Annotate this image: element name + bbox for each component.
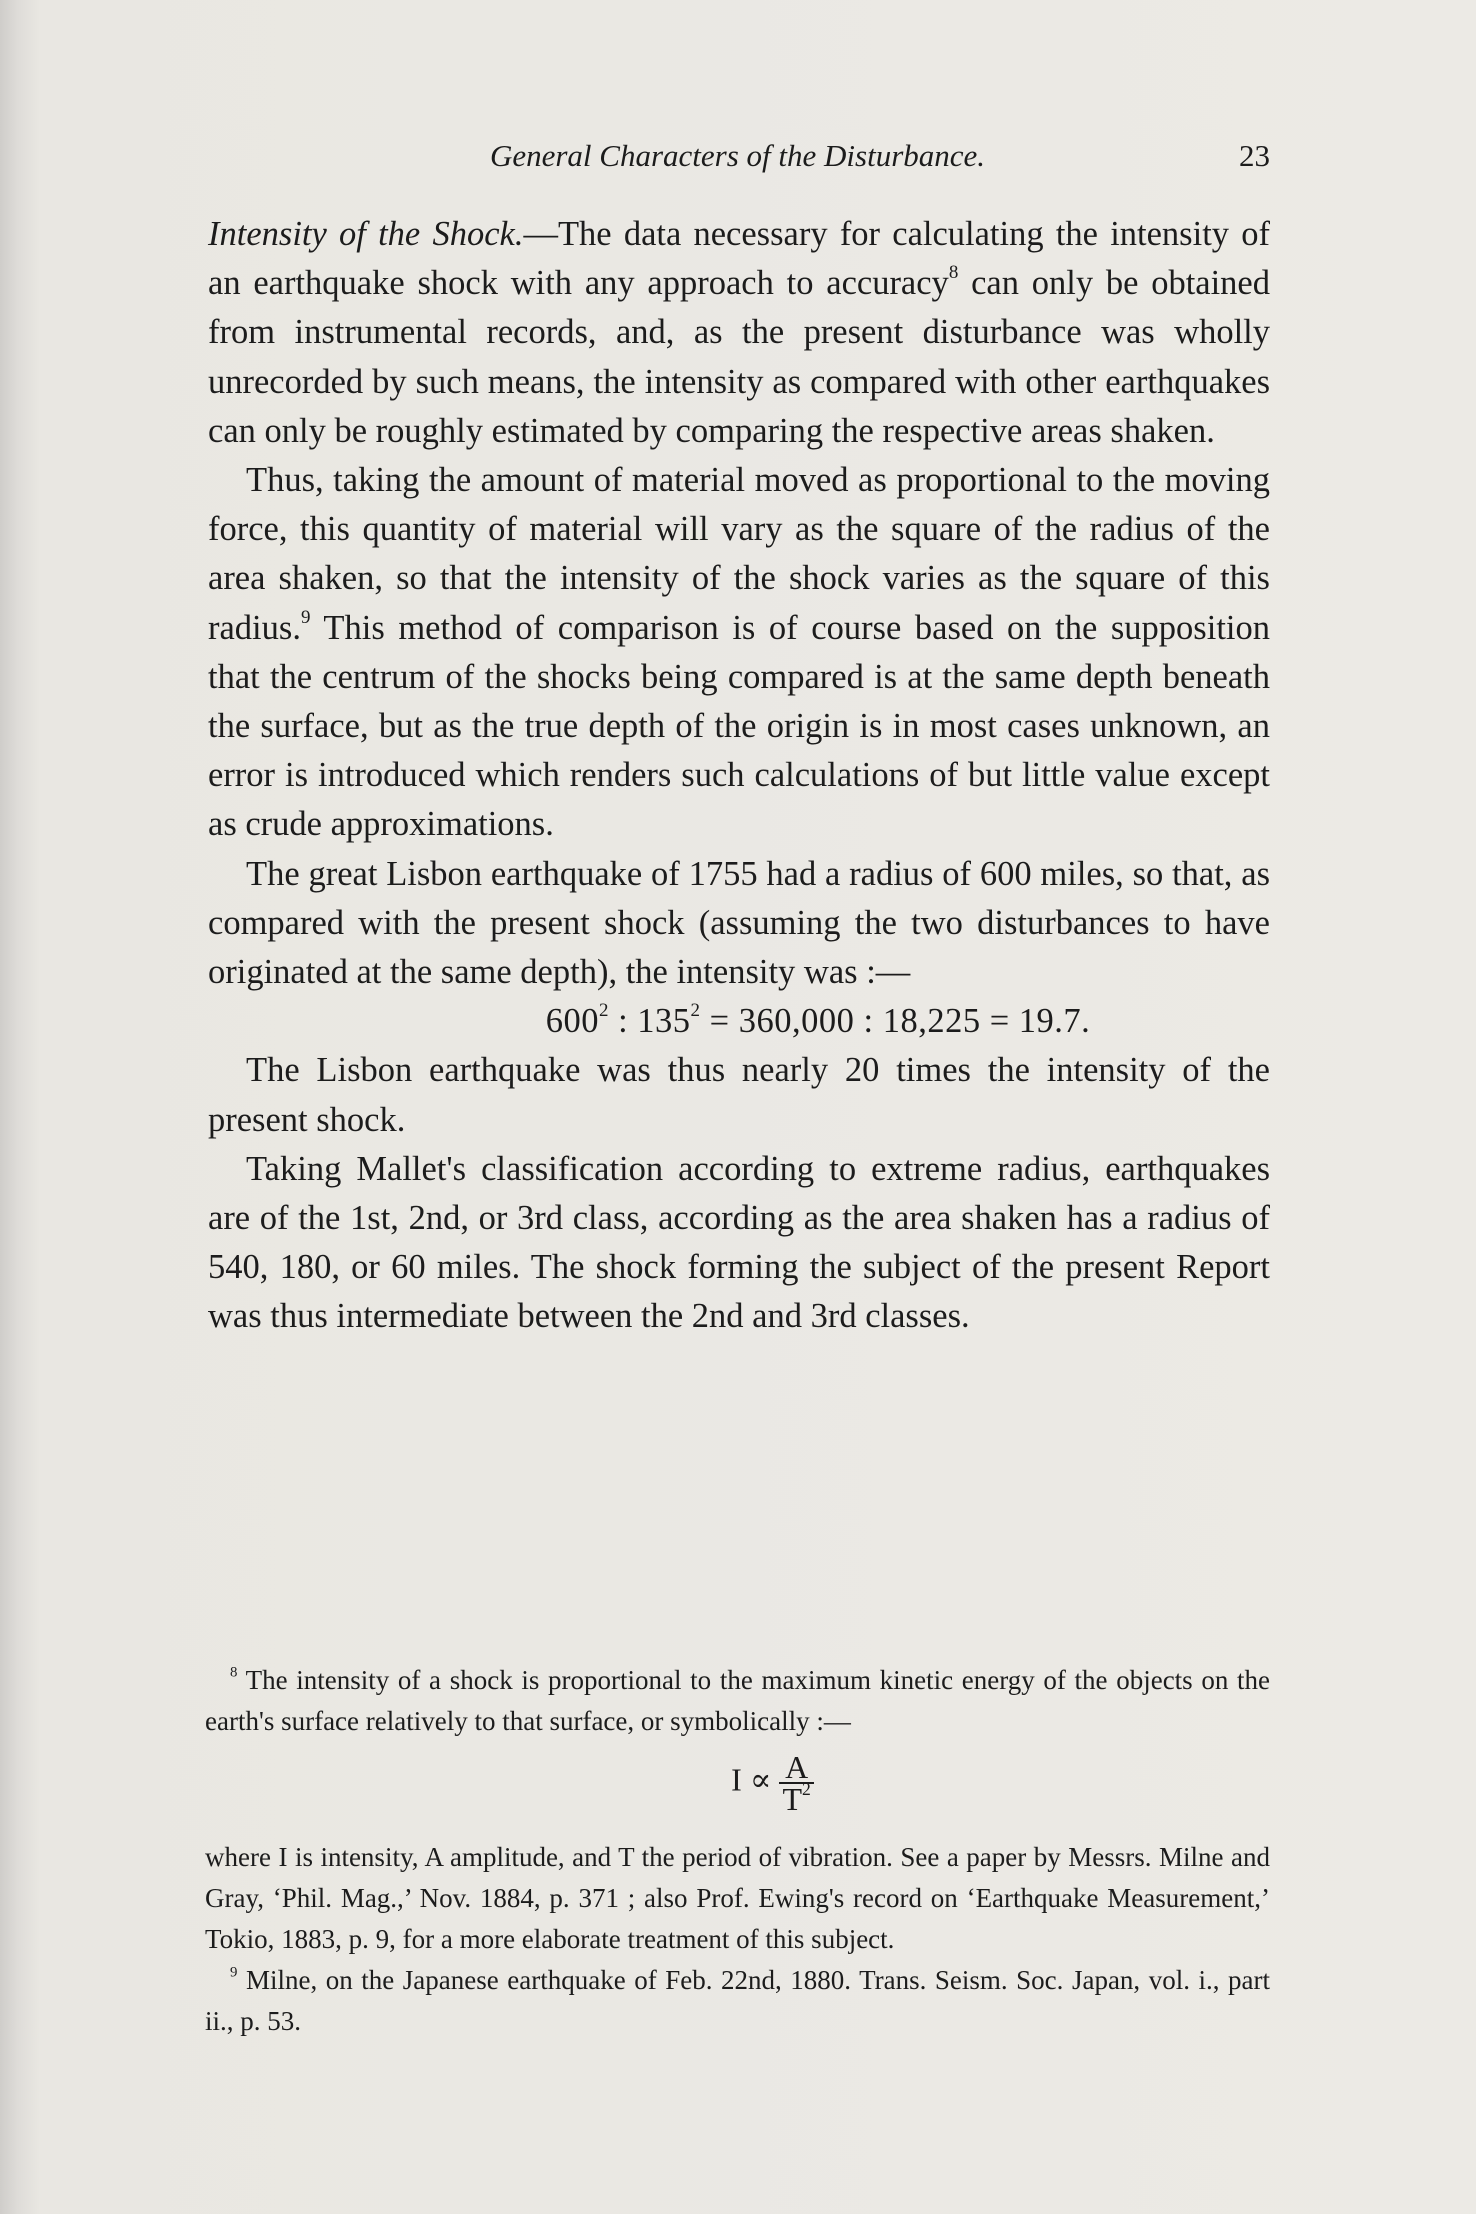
- ratio-equation: [208, 997, 1270, 1046]
- paragraph-text: This method of comparison is of course based on the supposition that the centrum of the shocks being compared is at the same depth beneath the surface, but as the true depth of the origin is in most cases unknown, an error is introduced which renders such calculations of but little value except as crude approximations.: [208, 608, 1270, 844]
- footnote-ref-9: 9: [300, 606, 311, 628]
- paragraph-mallet: Taking Mallet's classification according to extreme radius, earthquakes are of the 1st, 2nd, or 3rd class, according as the area shaken has a radius of 540, 180, or 60 miles. The shock forming the subject of the present Report was thus intermediate between the 2nd and 3rd classes.: [208, 1149, 1270, 1336]
- paragraph-lisbon-result: The Lisbon earthquake was thus nearly 20 times the intensity of the present shock.: [208, 1051, 1270, 1139]
- paragraph-method: [208, 456, 1270, 850]
- footnote-mark: 9: [230, 1964, 238, 1981]
- running-title: General Characters of the Disturbance.: [489, 138, 986, 173]
- page-number: 23: [1239, 138, 1270, 173]
- formula-fraction: [779, 1749, 813, 1817]
- paragraph-text: —The data necessary for calculating the intensity of an earthquake shock with any approach to accuracy: [208, 215, 1270, 303]
- equation-term: = 360,000 : 18,225 = 19.7.: [700, 1002, 1091, 1041]
- equation-exponent: 2: [690, 1000, 701, 1022]
- intensity-formula: [205, 1742, 1270, 1837]
- footnote-8-continued: where I is intensity, A amplitude, and T the period of vibration. See a paper by Messrs. Milne and Gray, ‘Phil. Mag.,’ Nov. 1884, p. 371 ; also Prof. Ewing's record on ‘Earthquake Measurement,’ Tokio, 1883, p. 9, for a more elaborate treatment of this subject.: [205, 1842, 1270, 1954]
- footnote-9: [205, 1960, 1270, 2042]
- footnotes: [205, 1660, 1270, 2042]
- paragraph-lead: Intensity of the Shock.: [208, 215, 524, 253]
- formula-denominator-base: T: [782, 1781, 803, 1817]
- formula-lhs: I ∝: [731, 1761, 780, 1798]
- paragraph-lisbon: The great Lisbon earthquake of 1755 had a radius of 600 miles, so that, as compared with the present shock (assuming the two disturbances to have originated at the same depth), the intensity was :—: [208, 854, 1270, 992]
- paragraph-text: Thus, taking the amount of material moved as proportional to the moving force, this quantity of material will vary as the square of the radius of the area shaken, so that the intensity of the shock varies as the square of this radius.: [208, 461, 1270, 647]
- formula-exponent: 2: [802, 1779, 811, 1800]
- footnote-ref-8: 8: [948, 262, 959, 284]
- equation-exponent: 2: [598, 1000, 609, 1022]
- equation-term: 600: [545, 1002, 599, 1041]
- paragraph-text: can only be obtained from instrumental records, and, as the present disturbance was wholly unrecorded by such means, the intensity as compared with other earthquakes can only be roughly estimated by comparing the respective areas shaken.: [208, 264, 1270, 450]
- formula-denominator: [779, 1779, 813, 1817]
- paragraph-intensity: [208, 210, 1270, 456]
- formula-numerator: A: [779, 1752, 813, 1784]
- body-text: [208, 210, 1270, 1342]
- running-head: [205, 138, 1270, 188]
- footnote-mark: 8: [230, 1664, 238, 1681]
- footnote-8: [205, 1660, 1270, 1742]
- footnote-text: The intensity of a shock is proportional to the maximum kinetic energy of the objects on the earth's surface relatively to that surface, or symbolically :—: [205, 1665, 1270, 1736]
- footnote-text: Milne, on the Japanese earthquake of Feb. 22nd, 1880. Trans. Seism. Soc. Japan, vol. i., part ii., p. 53.: [205, 1965, 1270, 2036]
- equation-term: : 135: [608, 1002, 691, 1041]
